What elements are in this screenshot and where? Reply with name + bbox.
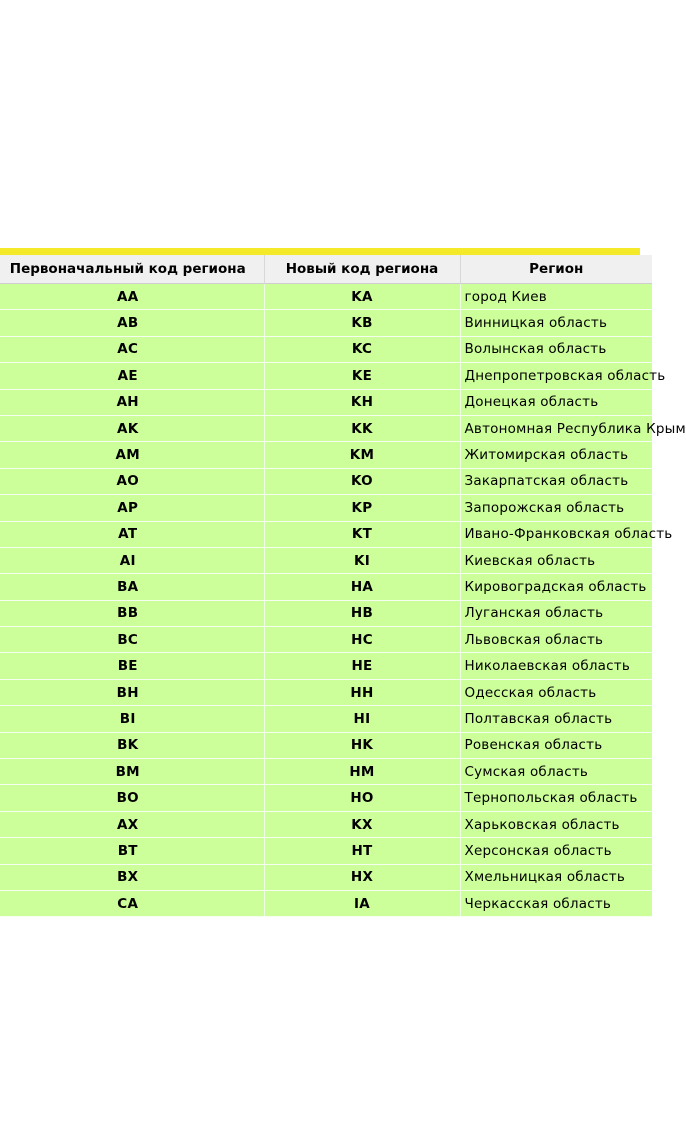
new-code-cell: KP [264, 495, 460, 521]
region-cell: Полтавская область [460, 706, 652, 732]
region-cell: Запорожская область [460, 495, 652, 521]
new-code-cell: KI [264, 547, 460, 573]
region-cell: Сумская область [460, 759, 652, 785]
old-code-cell: BH [0, 679, 264, 705]
new-code-cell: HH [264, 679, 460, 705]
old-code-cell: AT [0, 521, 264, 547]
old-code-cell: CA [0, 890, 264, 916]
table-row [0, 785, 652, 811]
table-row [0, 653, 652, 679]
new-code-cell: IA [264, 890, 460, 916]
table-row [0, 759, 652, 785]
region-cell: Ровенская область [460, 732, 652, 758]
old-code-cell: AA [0, 284, 264, 310]
new-code-cell: HC [264, 627, 460, 653]
new-code-cell: KT [264, 521, 460, 547]
new-code-cell: HE [264, 653, 460, 679]
old-code-cell: BX [0, 864, 264, 890]
table-row [0, 363, 652, 389]
table-top-border [0, 248, 640, 255]
region-cell: Хмельницкая область [460, 864, 652, 890]
new-code-cell: HT [264, 838, 460, 864]
region-cell: Закарпатская область [460, 468, 652, 494]
new-code-cell: KA [264, 284, 460, 310]
new-code-cell: HO [264, 785, 460, 811]
old-code-cell: AH [0, 389, 264, 415]
region-cell: Херсонская область [460, 838, 652, 864]
new-code-cell: HA [264, 574, 460, 600]
new-code-cell: KX [264, 811, 460, 837]
table-row [0, 415, 652, 441]
table-row [0, 521, 652, 547]
table-row [0, 495, 652, 521]
table-row [0, 627, 652, 653]
region-cell: Донецкая область [460, 389, 652, 415]
region-codes-table [0, 255, 686, 917]
old-code-cell: BB [0, 600, 264, 626]
new-code-cell: KK [264, 415, 460, 441]
region-cell: Тернопольская область [460, 785, 652, 811]
table-row [0, 389, 652, 415]
new-code-cell: HB [264, 600, 460, 626]
new-code-cell: KH [264, 389, 460, 415]
table-row [0, 442, 652, 468]
region-cell: Автономная Республика Крым [460, 415, 652, 441]
region-cell: Львовская область [460, 627, 652, 653]
region-cell: Одесская область [460, 679, 652, 705]
old-code-cell: BO [0, 785, 264, 811]
new-code-cell: KB [264, 310, 460, 336]
old-code-cell: AO [0, 468, 264, 494]
old-code-cell: BI [0, 706, 264, 732]
region-cell: Волынская область [460, 336, 652, 362]
header-old-code: Первоначальный код региона [0, 255, 264, 284]
table-row [0, 336, 652, 362]
new-code-cell: HI [264, 706, 460, 732]
table-row [0, 679, 652, 705]
new-code-cell: KM [264, 442, 460, 468]
old-code-cell: BA [0, 574, 264, 600]
table-row [0, 838, 652, 864]
old-code-cell: BE [0, 653, 264, 679]
region-cell: Николаевская область [460, 653, 652, 679]
old-code-cell: AP [0, 495, 264, 521]
region-cell: Кировоградская область [460, 574, 652, 600]
old-code-cell: BT [0, 838, 264, 864]
table-row [0, 706, 652, 732]
old-code-cell: AX [0, 811, 264, 837]
table-row [0, 811, 652, 837]
table-row [0, 574, 652, 600]
new-code-cell: KO [264, 468, 460, 494]
table-row [0, 468, 652, 494]
region-cell: Винницкая область [460, 310, 652, 336]
region-cell: Житомирская область [460, 442, 652, 468]
old-code-cell: AI [0, 547, 264, 573]
table-row [0, 732, 652, 758]
table-row [0, 547, 652, 573]
region-cell: Днепропетровская область [460, 363, 652, 389]
old-code-cell: BK [0, 732, 264, 758]
region-cell: Луганская область [460, 600, 652, 626]
table-row [0, 864, 652, 890]
table-row [0, 310, 652, 336]
table-row [0, 890, 652, 916]
old-code-cell: BM [0, 759, 264, 785]
new-code-cell: KE [264, 363, 460, 389]
table-row [0, 284, 652, 310]
header-new-code: Новый код региона [264, 255, 460, 284]
old-code-cell: AK [0, 415, 264, 441]
old-code-cell: BC [0, 627, 264, 653]
new-code-cell: HK [264, 732, 460, 758]
old-code-cell: AE [0, 363, 264, 389]
old-code-cell: AC [0, 336, 264, 362]
region-cell: город Киев [460, 284, 652, 310]
region-cell: Черкасская область [460, 890, 652, 916]
region-cell: Киевская область [460, 547, 652, 573]
region-cell: Харьковская область [460, 811, 652, 837]
table-row [0, 600, 652, 626]
new-code-cell: KC [264, 336, 460, 362]
new-code-cell: HM [264, 759, 460, 785]
old-code-cell: AB [0, 310, 264, 336]
new-code-cell: HX [264, 864, 460, 890]
table-header-row [0, 255, 652, 284]
header-region: Регион [460, 255, 652, 284]
old-code-cell: AM [0, 442, 264, 468]
region-cell: Ивано-Франковская область [460, 521, 652, 547]
